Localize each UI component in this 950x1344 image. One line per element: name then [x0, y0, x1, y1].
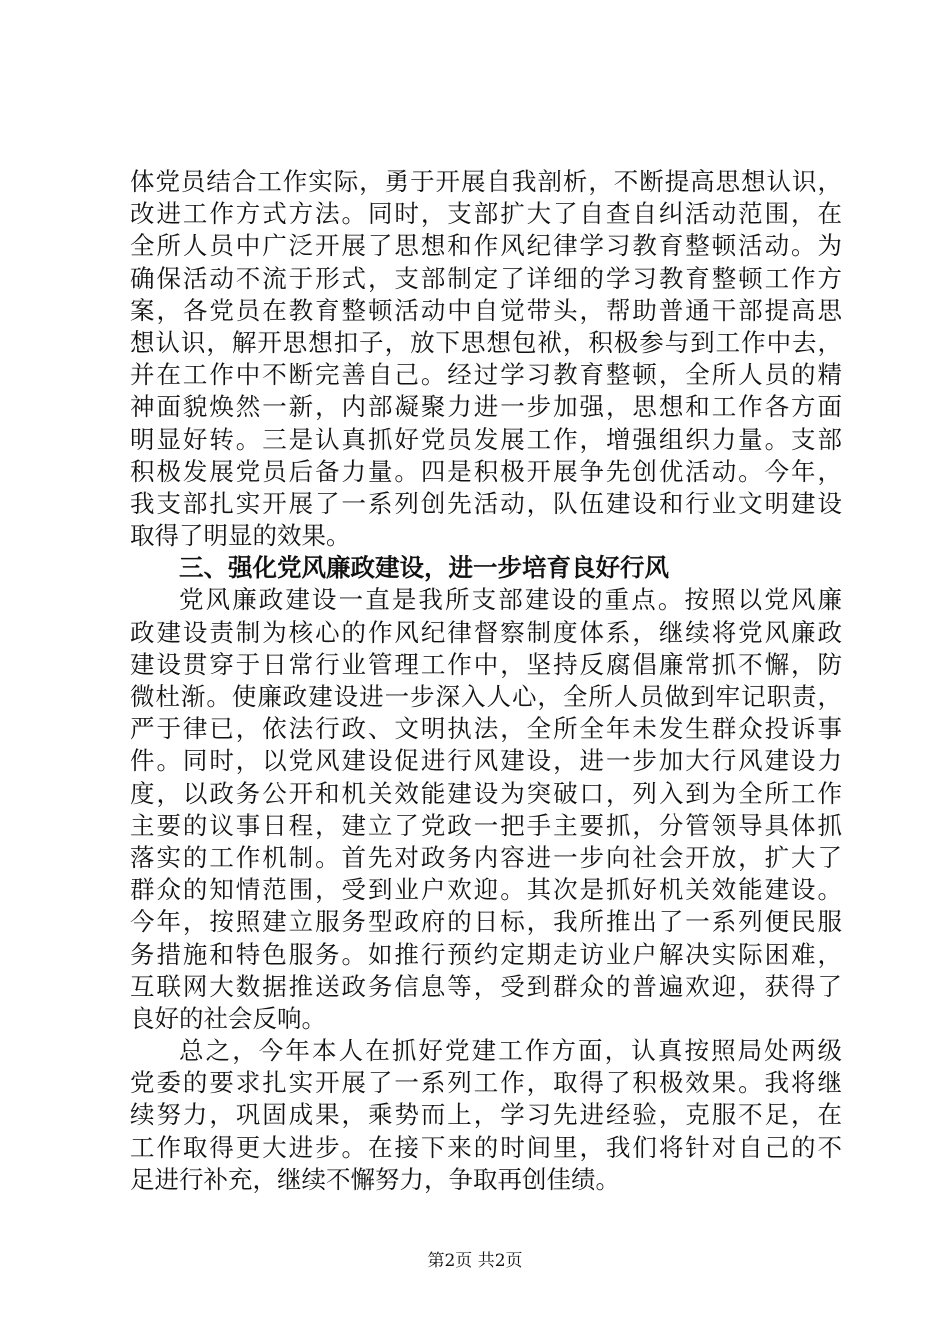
text-line: 务措施和特色服务。如推行预约定期走访业户解决实际困难，: [130, 939, 842, 969]
text-line: 明显好转。三是认真抓好党员发展工作，增强组织力量。支部: [130, 424, 842, 454]
text-line: 件。同时，以党风建设促进行风建设，进一步加大行风建设力: [130, 746, 842, 776]
section-heading: 三、强化党风廉政建设，进一步培育良好行风: [179, 553, 669, 583]
text-line: 严于律已，依法行政、文明执法，全所全年未发生群众投诉事: [130, 714, 842, 744]
text-line: 度，以政务公开和机关效能建设为突破口，列入到为全所工作: [130, 778, 842, 808]
text-line: 改进工作方式方法。同时，支部扩大了自查自纠活动范围，在: [130, 199, 842, 229]
paragraph-2: [130, 584, 842, 1035]
text-line: 取得了明显的效果。: [130, 521, 351, 551]
document-body: [130, 166, 842, 1196]
text-line: 互联网大数据推送政务信息等，受到群众的普遍欢迎，获得了: [130, 971, 842, 1001]
text-line: 主要的议事日程，建立了党政一把手主要抓，分管领导具体抓: [130, 810, 842, 840]
page-number-footer: 第2页 共2页: [427, 1251, 523, 1271]
text-line: 并在工作中不断完善自己。经过学习教育整顿，全所人员的精: [130, 360, 842, 390]
text-line: 党风廉政建设一直是我所支部建设的重点。按照以党风廉: [179, 585, 842, 615]
text-line: 党委的要求扎实开展了一系列工作，取得了积极效果。我将继: [130, 1068, 842, 1098]
text-line: 总之，今年本人在抓好党建工作方面，认真按照局处两级: [179, 1036, 842, 1066]
text-line: 体党员结合工作实际，勇于开展自我剖析，不断提高思想认识，: [130, 167, 842, 196]
text-line: 微杜渐。使廉政建设进一步深入人心，全所人员做到牢记职责，: [130, 682, 842, 711]
text-line: 建设贯穿于日常行业管理工作中，坚持反腐倡廉常抓不懈，防: [130, 649, 842, 679]
text-line: 确保活动不流于形式，支部制定了详细的学习教育整顿工作方: [130, 263, 842, 293]
text-line: 神面貌焕然一新，内部凝聚力进一步加强，思想和工作各方面: [130, 392, 842, 422]
text-line: 政建设责制为核心的作风纪律督察制度体系，继续将党风廉政: [130, 617, 842, 647]
text-line: 足进行补充，继续不懈努力，争取再创佳绩。: [130, 1164, 620, 1194]
text-line: 全所人员中广泛开展了思想和作风纪律学习教育整顿活动。为: [130, 231, 842, 261]
text-line: 工作取得更大进步。在接下来的时间里，我们将针对自己的不: [130, 1132, 842, 1162]
text-line: 想认识，解开思想扣子，放下思想包袱，积极参与到工作中去，: [130, 327, 842, 357]
text-line: 案，各党员在教育整顿活动中自觉带头，帮助普通干部提高思: [130, 295, 842, 325]
paragraph-3: [130, 1035, 842, 1196]
text-line: 群众的知情范围，受到业户欢迎。其次是抓好机关效能建设。: [130, 875, 842, 905]
text-line: 积极发展党员后备力量。四是积极开展争先创优活动。今年，: [130, 456, 842, 486]
text-line: 我支部扎实开展了一系列创先活动，队伍建设和行业文明建设: [130, 488, 842, 518]
text-line: 续努力，巩固成果，乘势而上，学习先进经验，克服不足，在: [130, 1100, 842, 1130]
text-line: 今年，按照建立服务型政府的日标，我所推出了一系列便民服: [130, 907, 842, 937]
text-line: 落实的工作机制。首先对政务内容进一步向社会开放，扩大了: [130, 842, 842, 872]
paragraph-1: [130, 166, 842, 552]
text-line: 良好的社会反响。: [130, 1003, 326, 1033]
